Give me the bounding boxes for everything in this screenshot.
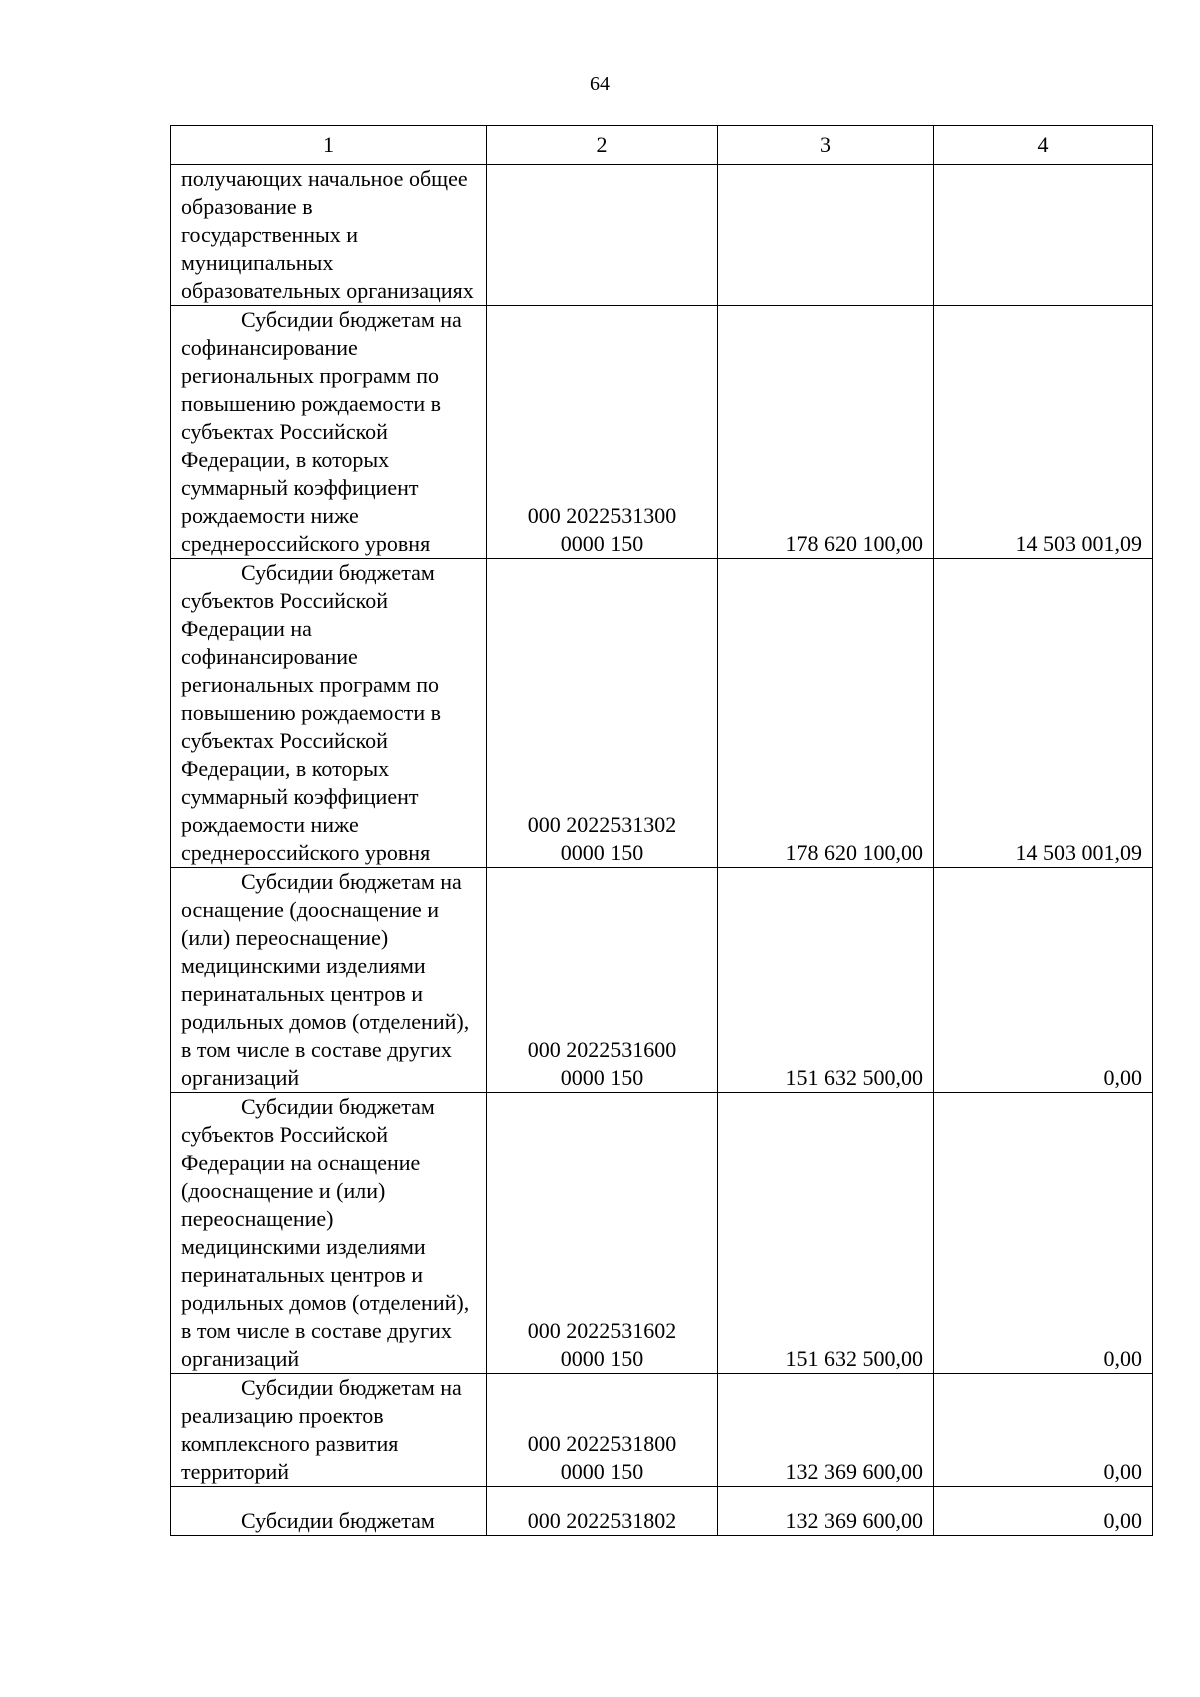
row-name-text: Субсидии бюджетам субъектов Российской Федерации на софинансирование региональных программ по повышению рождаемости в субъектах Российской Федерации, в которых суммарный коэффициент рождаемости ниже среднероссийского уровня xyxy=(181,560,442,865)
row-code-line1: 000 2022531300 xyxy=(527,503,677,528)
row-code xyxy=(487,559,718,868)
column-header-1: 1 xyxy=(171,126,487,165)
row-code xyxy=(487,1374,718,1487)
row-name xyxy=(171,559,487,868)
row-code-line1: 000 2022531800 xyxy=(527,1431,677,1456)
column-header-2: 2 xyxy=(487,126,718,165)
row-name-text: Субсидии бюджетам субъектов Российской Федерации на оснащение (дооснащение и (или) переоснащение) медицинскими изделиями перинатальных центров и родильных домов (отделений), в том числе в составе других организаций xyxy=(181,1094,470,1371)
row-value-4: 14 503 001,09 xyxy=(934,306,1153,559)
row-code-line2: 0000 150 xyxy=(560,531,644,556)
row-name-text: Субсидии бюджетам на реализацию проектов комплексного развития территорий xyxy=(181,1375,462,1484)
row-name-text: Субсидии бюджетам xyxy=(241,1508,435,1533)
row-code-line1: 000 2022531600 xyxy=(527,1037,677,1062)
row-value-4: 0,00 xyxy=(934,1487,1153,1536)
row-value-4: 0,00 xyxy=(934,1374,1153,1487)
row-code xyxy=(487,1487,718,1536)
row-value-3: 151 632 500,00 xyxy=(718,1093,934,1374)
row-value-4: 0,00 xyxy=(934,868,1153,1093)
row-value-3: 178 620 100,00 xyxy=(718,306,934,559)
budget-table xyxy=(170,125,1153,1536)
row-code-line2: 0000 150 xyxy=(560,1346,644,1371)
row-code-line2: 0000 150 xyxy=(560,1065,644,1090)
header-row xyxy=(171,126,1153,165)
row-code-line2: 0000 150 xyxy=(560,1459,644,1484)
row-value-3 xyxy=(718,165,934,306)
row-code xyxy=(487,165,718,306)
column-header-4: 4 xyxy=(934,126,1153,165)
row-value-4 xyxy=(934,165,1153,306)
row-value-4: 14 503 001,09 xyxy=(934,559,1153,868)
table-row xyxy=(171,306,1153,559)
row-code xyxy=(487,306,718,559)
row-value-3: 178 620 100,00 xyxy=(718,559,934,868)
row-value-3: 151 632 500,00 xyxy=(718,868,934,1093)
table-row xyxy=(171,1374,1153,1487)
row-code-line1: 000 2022531802 xyxy=(527,1508,677,1533)
row-name-text: Субсидии бюджетам на софинансирование региональных программ по повышению рождаемости в субъектах Российской Федерации, в которых суммарный коэффициент рождаемости ниже среднероссийского уровня xyxy=(181,307,462,556)
row-code xyxy=(487,1093,718,1374)
column-header-3: 3 xyxy=(718,126,934,165)
table-row xyxy=(171,559,1153,868)
table-row xyxy=(171,868,1153,1093)
row-name xyxy=(171,1374,487,1487)
row-name-text: Субсидии бюджетам на оснащение (дооснащение и (или) переоснащение) медицинскими изделиями перинатальных центров и родильных домов (отделений), в том числе в составе других организаций xyxy=(181,869,470,1090)
row-code-line2: 0000 150 xyxy=(560,840,644,865)
row-name xyxy=(171,306,487,559)
row-name xyxy=(171,1093,487,1374)
row-name: получающих начальное общее образование в государственных и муниципальных образовательных организациях xyxy=(171,165,487,306)
table-row xyxy=(171,1487,1153,1536)
row-code-line1: 000 2022531302 xyxy=(527,812,677,837)
row-value-3: 132 369 600,00 xyxy=(718,1487,934,1536)
row-value-3: 132 369 600,00 xyxy=(718,1374,934,1487)
table-row xyxy=(171,1093,1153,1374)
table-row xyxy=(171,165,1153,306)
row-code xyxy=(487,868,718,1093)
row-code-line1: 000 2022531602 xyxy=(527,1318,677,1343)
row-name xyxy=(171,1487,487,1536)
row-name xyxy=(171,868,487,1093)
row-value-4: 0,00 xyxy=(934,1093,1153,1374)
page-number: 64 xyxy=(590,73,610,95)
